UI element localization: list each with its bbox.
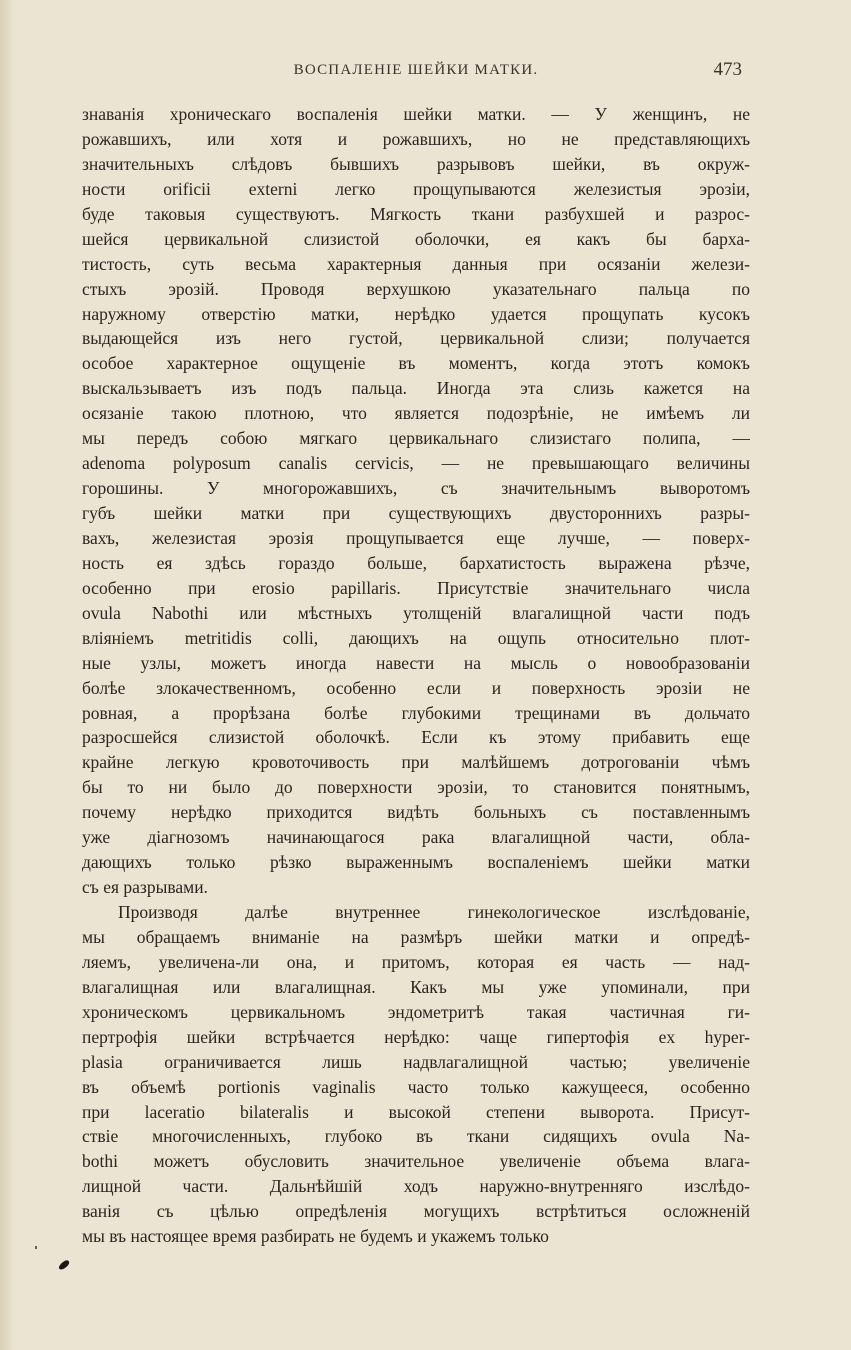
text-line: plasia ограничивается лишь надвлагалищной частью; увеличеніе [82, 1051, 750, 1072]
text-line: особенно при erosio papillaris. Присутствіе значительнаго числа [82, 577, 750, 598]
text-line: осязаніе такою плотною, что является подозрѣніе, не имѣемъ ли [82, 403, 750, 424]
text-line: влагалищная или влагалищная. Какъ мы уже упоминали, при [82, 976, 750, 997]
text-line: bothi можетъ обусловить значительное увеличеніе объема влага- [82, 1151, 750, 1172]
body-text [82, 102, 750, 1249]
ink-blot [57, 1259, 70, 1271]
running-title: ВОСПАЛЕНІЕ ШЕЙКИ МАТКИ. [293, 62, 539, 78]
text-line: ствіе многочисленныхъ, глубоко въ ткани сидящихъ ovula Na- [82, 1126, 750, 1147]
text-line: хроническомъ цервикальномъ эндометритѣ такая частичная ги- [82, 1001, 750, 1022]
text-line: особое характерное ощущеніе въ моментъ, когда этотъ комокъ [82, 353, 750, 374]
text-line: почему нерѣдко приходится видѣть больныхъ съ поставленнымъ [82, 802, 750, 823]
text-line: мы въ настоящее время разбирать не будемъ и укажемъ только [82, 1226, 549, 1247]
text-line: мы обращаемъ вниманіе на размѣръ шейки матки и опредѣ- [82, 926, 750, 947]
text-line: знаванія хроническаго воспаленія шейки матки. — У женщинъ, не [82, 104, 750, 124]
text-line: при laceratio bilateralis и высокой степени выворота. Присут- [82, 1101, 750, 1122]
text-line: лищной части. Дальнѣйшій ходъ наружно-внутренняго изслѣдо- [82, 1176, 750, 1197]
text-line: буде таковыя существуютъ. Мягкость ткани разбухшей и разрос- [82, 203, 750, 224]
text-line: вліяніемъ metritidis colli, дающихъ на ощупь относительно плот- [82, 627, 750, 648]
text-line: тистость, суть весьма характерныя данныя при осязаніи желези- [82, 253, 750, 274]
text-line: выскальзываетъ изъ подъ пальца. Иногда эта слизь кажется на [82, 378, 750, 399]
margin-speck [35, 1246, 37, 1249]
text-line: губъ шейки матки при существующихъ двустороннихъ разры- [82, 503, 750, 523]
text-line: ности orificii externi легко прощупываются железистыя эрозіи, [82, 178, 750, 199]
text-line: значительныхъ слѣдовъ бывшихъ разрывовъ шейки, въ окруж- [82, 153, 750, 174]
text-line: Производя далѣе внутреннее гинекологическое изслѣдованіе, [118, 902, 750, 922]
text-line: болѣе злокачественномъ, особенно если и поверхность эрозіи не [82, 677, 750, 698]
text-line: наружному отверстію матки, нерѣдко удается прощупать кусокъ [82, 303, 750, 324]
text-line: горошины. У многорожавшихъ, съ значительнымъ выворотомъ [82, 478, 750, 499]
text-line: бы то ни было до поверхности эрозіи, то становится понятнымъ, [82, 777, 750, 798]
text-line: пертрофія шейки встрѣчается нерѣдко: чаще гипертофія ex hyper- [82, 1026, 750, 1047]
text-line: крайне легкую кровоточивость при малѣйшемъ дотрогованіи чѣмъ [82, 752, 750, 773]
text-line: ванія съ цѣлью опредѣленія могущихъ встрѣтиться осложненій [82, 1201, 750, 1222]
binding-shadow [0, 0, 14, 1350]
text-line: шейся цервикальной слизистой оболочки, ея какъ бы барха- [82, 228, 750, 249]
text-line: разросшейся слизистой оболочкѣ. Если къ этому прибавить еще [82, 727, 750, 748]
text-line: съ ея разрывами. [82, 877, 208, 898]
text-line: ovula Nabothi или мѣстныхъ утолщеній влагалищной части подъ [82, 602, 750, 623]
text-line: вахъ, железистая эрозія прощупывается еще лучше, — поверх- [82, 527, 750, 548]
text-line: уже діагнозомъ начинающагося рака влагалищной части, обла- [82, 827, 750, 848]
page-header [82, 59, 750, 86]
text-line: рожавшихъ, или хотя и рожавшихъ, но не представляющихъ [82, 128, 750, 149]
page-number: 473 [713, 59, 742, 80]
text-line: дающихъ только рѣзко выраженнымъ воспаленіемъ шейки матки [82, 852, 750, 873]
text-line: ность ея здѣсь гораздо больше, бархатистость выражена рѣзче, [82, 552, 750, 573]
text-line: ровная, а прорѣзана болѣе глубокими трещинами въ дольчато [82, 702, 750, 723]
text-line: мы передъ собою мягкаго цервикальнаго слизистаго полипа, — [82, 428, 750, 449]
text-line: ные узлы, можетъ иногда навести на мысль о новообразованіи [82, 652, 750, 673]
text-line: выдающейся изъ него густой, цервикальной слизи; получается [82, 328, 750, 349]
text-line: adenoma polyposum canalis cervicis, — не превышающаго величины [82, 453, 750, 474]
text-line: въ объемѣ portionis vaginalis часто только кажущееся, особенно [82, 1076, 750, 1097]
text-line: ляемъ, увеличена-ли она, и притомъ, которая ея часть — над- [82, 951, 750, 972]
text-line: стыхъ эрозій. Проводя верхушкою указательнаго пальца по [82, 278, 750, 299]
